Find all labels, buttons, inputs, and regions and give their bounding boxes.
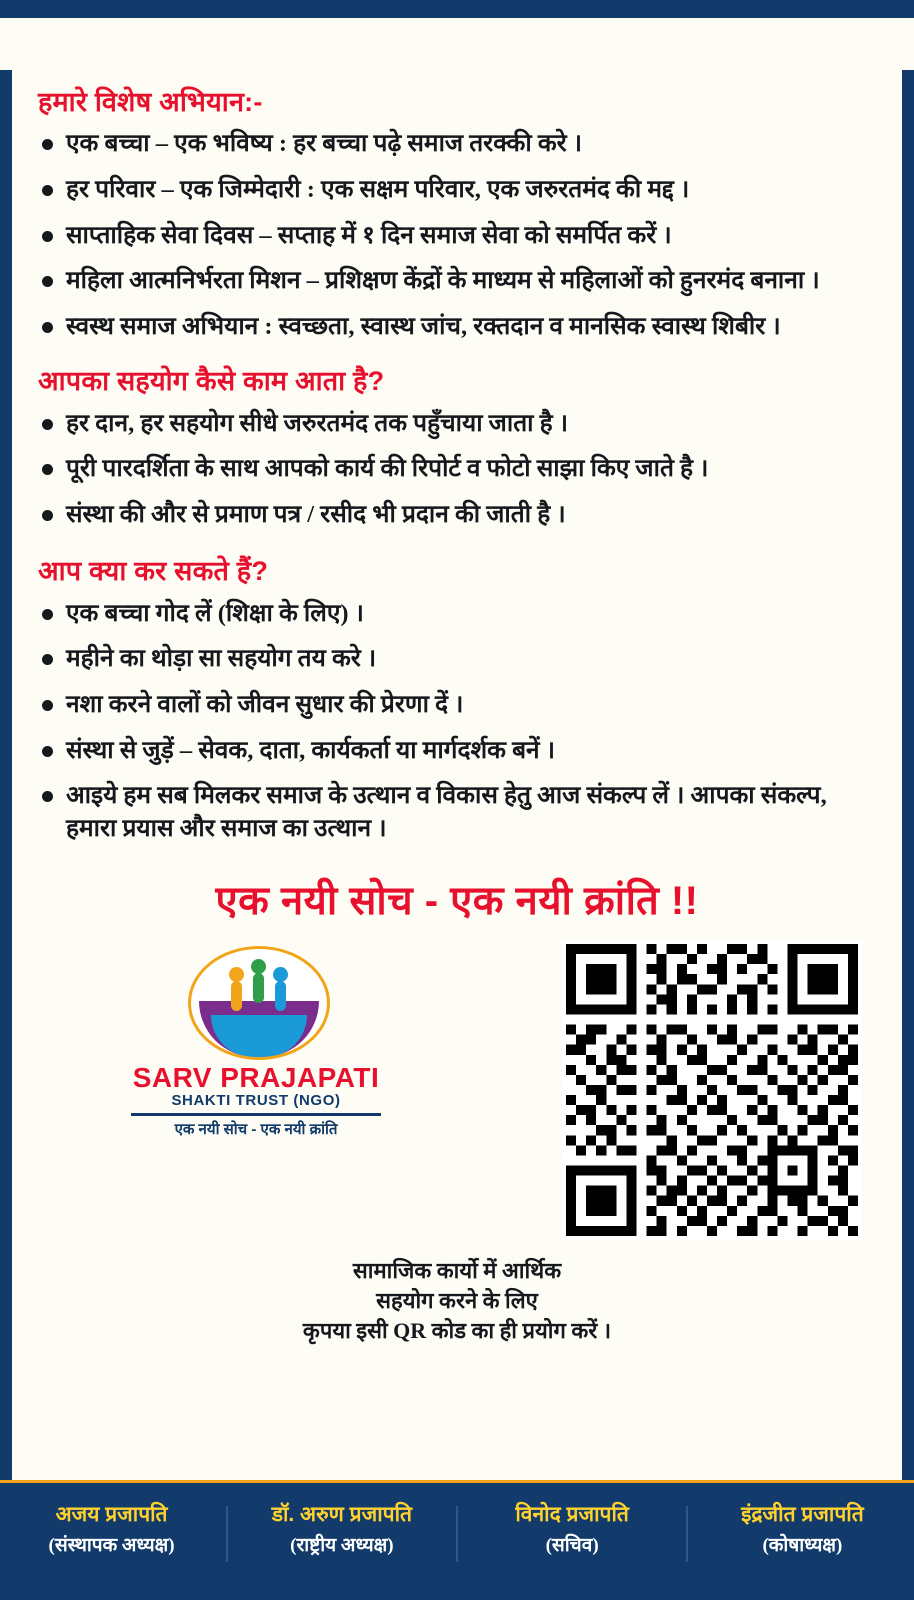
brochure-content (12, 46, 902, 1480)
person-name: डॉ. अरुण प्रजापति (271, 1503, 412, 1526)
list-item: संस्था से जुड़ें – सेवक, दाता, कार्यकर्ता या मार्गदर्शक बनें । (38, 735, 876, 768)
list-item: हर दान, हर सहयोग सीधे जरुरतमंद तक पहुँचाया जाता है । (38, 408, 876, 441)
qr-instruction (38, 1256, 876, 1345)
list-item: पूरी पारदर्शिता के साथ आपको कार्य की रिपोर्ट व फोटो साझा किए जाते है । (38, 453, 876, 486)
logo-divider (131, 1113, 381, 1116)
footer-people-row (0, 1502, 914, 1562)
person-role: (राष्ट्रीय अध्यक्ष) (290, 1535, 394, 1557)
logo-name: SARV PRAJAPATI (132, 1062, 380, 1094)
logo-tagline: एक नयी सोच - एक नयी क्रांति (174, 1121, 338, 1139)
footer-divider (456, 1506, 458, 1562)
figure-body-green-icon (253, 973, 264, 1003)
slogan-text: एक नयी सोच - एक नयी क्रांति !! (215, 879, 699, 924)
list-item: एक बच्चा गोद लें (शिक्षा के लिए) । (38, 598, 876, 631)
footer-person (3, 1502, 221, 1557)
list-item: साप्ताहिक सेवा दिवस – सप्ताह में १ दिन समाज सेवा को समर्पित करें । (38, 220, 876, 253)
campaign-list (38, 128, 876, 343)
footer-divider (226, 1506, 228, 1562)
list-item: संस्था की और से प्रमाण पत्र / रसीद भी प्रदान की जाती है । (38, 499, 876, 532)
support-usage-list (38, 408, 876, 532)
person-role: (सचिव) (545, 1535, 599, 1557)
footer-accent-line (0, 1480, 914, 1483)
footer-person (463, 1502, 681, 1557)
logo-circle (188, 946, 330, 1060)
qr-instruction-line-1: सामाजिक कार्यो में आर्थिक (352, 1258, 562, 1284)
footer-divider (686, 1506, 688, 1562)
list-item: महीने का थोड़ा सा सहयोग तय करे । (38, 643, 876, 676)
section-heading-how-support-works: आपका सहयोग कैसे काम आता है? (38, 366, 385, 397)
figure-body-blue-icon (275, 981, 286, 1011)
logo-block (46, 940, 466, 1139)
logo-subtitle: SHAKTI TRUST (NGO) (171, 1092, 341, 1110)
qr-instruction-line-3: कृपया इसी QR कोड का ही प्रयोग करें । (302, 1317, 612, 1343)
footer-person (233, 1502, 451, 1557)
list-item: आइये हम सब मिलकर समाज के उत्थान व विकास हेतु आज संकल्प लें । आपका संकल्प, हमारा प्रयास और समाज का उत्थान । (38, 780, 876, 845)
footer-person (693, 1502, 911, 1557)
section-heading-campaigns: हमारे विशेष अभियान:- (38, 87, 263, 117)
list-item: नशा करने वालों को जीवन सुधार की प्रेरणा दें । (38, 689, 876, 722)
section-heading-what-you-can-do: आप क्या कर सकते हैं? (38, 556, 269, 587)
qr-code[interactable] (562, 940, 862, 1240)
footer-bar (0, 1480, 914, 1600)
qr-instruction-line-2: सहयोग करने के लिए (376, 1287, 538, 1313)
what-you-can-do-list (38, 598, 876, 845)
list-item: स्वस्थ समाज अभियान : स्वच्छता, स्वास्थ जांच, रक्तदान व मानसिक स्वास्थ शिबीर । (38, 311, 876, 344)
figure-head-yellow-icon (229, 967, 244, 982)
figure-body-yellow-icon (231, 981, 242, 1011)
person-name: इंद्रजीत प्रजापति (741, 1503, 864, 1526)
list-item: हर परिवार – एक जिम्मेदारी : एक सक्षम परिवार, एक जरुरतमंद की मद्द । (38, 174, 876, 207)
logo-and-qr-row (38, 940, 876, 1240)
figure-head-blue-icon (273, 967, 288, 982)
person-role: (संस्थापक अध्यक्ष) (48, 1535, 175, 1557)
logo-emblem (166, 946, 346, 1058)
qr-block (562, 940, 868, 1240)
person-name: विनोद प्रजापति (515, 1503, 629, 1526)
blue-hand-arc-icon (211, 1015, 307, 1057)
person-name: अजय प्रजापति (55, 1503, 168, 1526)
list-item: एक बच्चा – एक भविष्य : हर बच्चा पढ़े समाज तरक्की करे । (38, 128, 876, 161)
person-role: (कोषाध्यक्ष) (762, 1535, 843, 1557)
list-item: महिला आत्मनिर्भरता मिशन – प्रशिक्षण केंद्रों के माध्यम से महिलाओं को हुनरमंद बनाना । (38, 265, 876, 298)
figure-head-green-icon (251, 959, 266, 974)
